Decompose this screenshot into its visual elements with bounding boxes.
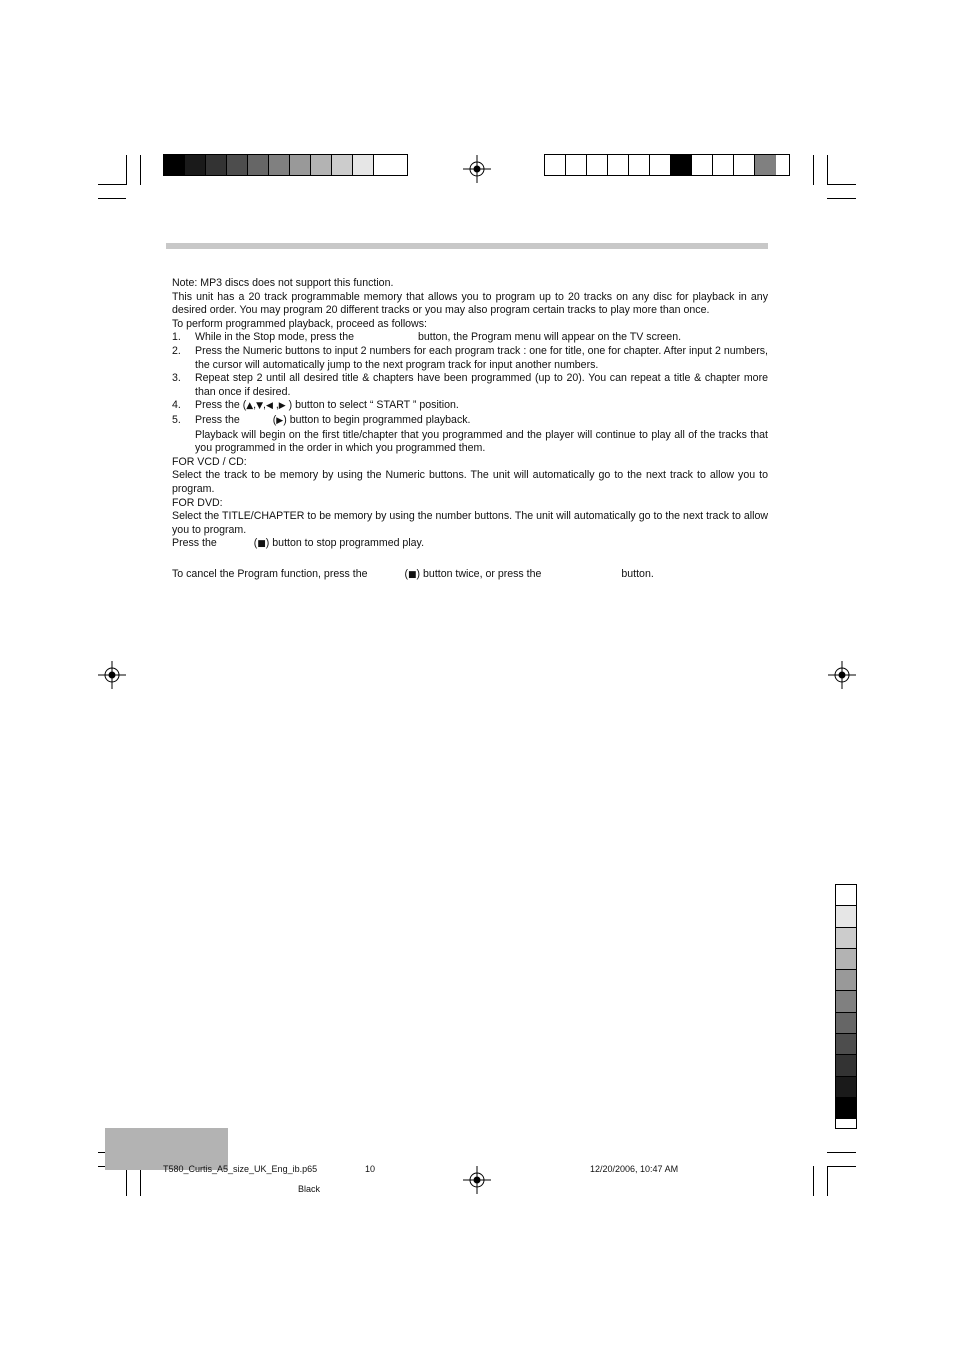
crop-mark	[140, 1166, 141, 1196]
step-number: 1.	[172, 331, 181, 344]
stop-icon: ■	[257, 539, 266, 550]
color-swatch	[836, 885, 856, 906]
step-text: Press the Numeric buttons to input 2 numbers for each program track : one for title, one for chapter. After input 2 numbers, the cursor will automatically jump to the next program track for input another numbers.	[195, 344, 768, 371]
arrow-right-icon: ▶	[278, 401, 286, 412]
registration-mark-icon	[98, 661, 126, 689]
color-swatch	[608, 155, 629, 175]
crop-mark	[827, 198, 856, 199]
color-swatch	[227, 155, 248, 175]
crop-mark	[827, 1166, 828, 1196]
color-swatch-strip-left	[163, 154, 408, 176]
step-number: 3.	[172, 372, 181, 385]
step-2	[172, 345, 768, 372]
step-text: Press the	[195, 413, 240, 426]
arrow-up-icon: ▲	[246, 401, 254, 412]
step-text: button, the Program menu will appear on the TV screen.	[418, 331, 682, 344]
document-body	[172, 277, 768, 582]
registration-mark-icon	[463, 1166, 491, 1194]
color-swatch	[566, 155, 587, 175]
crop-mark	[827, 155, 828, 185]
color-swatch	[164, 155, 185, 175]
step-1	[172, 331, 768, 345]
color-swatch	[755, 155, 776, 175]
color-swatch	[311, 155, 332, 175]
step-5-continuation: Playback will begin on the first title/chapter that you programmed and the player will continue to play all of the tracks that you programmed in the order in which you programmed them.	[195, 428, 768, 455]
color-swatch	[374, 155, 395, 175]
crop-mark	[827, 1166, 856, 1167]
registration-mark-icon	[828, 661, 856, 689]
vcd-heading: FOR VCD / CD:	[172, 455, 247, 468]
crop-mark	[126, 155, 127, 185]
color-swatch	[206, 155, 227, 175]
crop-mark	[827, 1152, 856, 1153]
stop-paragraph: Press the (■) button to stop programmed play.	[172, 537, 425, 550]
vcd-paragraph: Select the track to be memory by using the Numeric buttons. The unit will automatically go to the next track to allow you to program.	[172, 469, 768, 495]
color-swatch	[650, 155, 671, 175]
color-swatch	[836, 1098, 856, 1119]
footer-color-name: Black	[298, 1184, 321, 1194]
color-swatch	[836, 991, 856, 1012]
step-4: 4. Press the (▲,▼,◀ ,▶ ) button to select “ START ” position.	[172, 399, 768, 414]
color-swatch	[836, 906, 856, 927]
footer-datetime: 12/20/2006, 10:47 AM	[590, 1164, 679, 1174]
color-swatch-strip-side	[835, 884, 857, 1129]
color-swatch	[713, 155, 734, 175]
color-swatch	[671, 155, 692, 175]
step-text: Press the (	[195, 399, 247, 412]
intro-paragraph: This unit has a 20 track programmable memory that allows you to program up to 20 tracks on any disc for playback in any desired order. You may program 20 different tracks or you may also program certain tracks to play more than once.	[172, 290, 768, 317]
color-swatch-strip-right	[544, 154, 790, 176]
arrow-down-icon: ▼	[256, 401, 264, 412]
step-number: 4.	[172, 399, 181, 412]
step-text: While in the Stop mode, press the	[195, 331, 354, 344]
perform-paragraph: To perform programmed playback, proceed as follows:	[172, 317, 427, 330]
color-swatch	[692, 155, 713, 175]
color-swatch	[836, 1013, 856, 1034]
note-paragraph: Note: MP3 discs does not support this function.	[172, 277, 394, 289]
registration-mark-icon	[463, 155, 491, 183]
play-icon: ▶	[276, 415, 284, 426]
color-swatch	[353, 155, 374, 175]
color-swatch	[734, 155, 755, 175]
arrow-left-icon: ◀	[265, 401, 273, 412]
color-swatch	[629, 155, 650, 175]
color-swatch	[269, 155, 290, 175]
color-swatch	[836, 1077, 856, 1098]
color-swatch	[545, 155, 566, 175]
step-3	[172, 372, 768, 399]
dvd-paragraph: Select the TITLE/CHAPTER to be memory by using the number buttons. The unit will automatically go to the next track to allow you to program.	[172, 510, 768, 536]
step-text: Repeat step 2 until all desired title & chapters have been programmed (up to 20). You can repeat a title & chapter more than once if desired.	[195, 372, 768, 398]
step-number: 5.	[172, 413, 181, 426]
step-number: 2.	[172, 344, 181, 357]
footer-page-number: 10	[365, 1164, 376, 1174]
stop-icon: ■	[408, 569, 417, 580]
color-swatch	[290, 155, 311, 175]
crop-mark	[827, 184, 856, 185]
color-swatch	[836, 928, 856, 949]
cancel-paragraph: To cancel the Program function, press the (■) button twice, or press the button.	[172, 567, 654, 580]
color-swatch	[332, 155, 353, 175]
dvd-heading: FOR DVD:	[172, 496, 223, 509]
crop-mark	[813, 155, 814, 185]
crop-mark	[98, 198, 126, 199]
color-swatch	[836, 970, 856, 991]
color-swatch	[587, 155, 608, 175]
crop-mark	[126, 1166, 127, 1196]
color-swatch	[836, 1034, 856, 1055]
step-text: ) button to select “ START ” position.	[288, 399, 459, 412]
crop-mark	[98, 184, 126, 185]
color-swatch	[185, 155, 206, 175]
color-swatch	[836, 1055, 856, 1076]
step-text: button to begin programmed playback.	[289, 413, 471, 426]
crop-mark	[140, 155, 141, 185]
color-swatch	[248, 155, 269, 175]
crop-mark	[813, 1166, 814, 1196]
color-swatch	[836, 949, 856, 970]
header-rule	[166, 243, 768, 249]
step-5: 5. Press the (▶) button to begin programmed playback.	[172, 414, 768, 429]
footer-filename: T580_Curtis_A5_size_UK_Eng_ib.p65	[163, 1164, 318, 1174]
